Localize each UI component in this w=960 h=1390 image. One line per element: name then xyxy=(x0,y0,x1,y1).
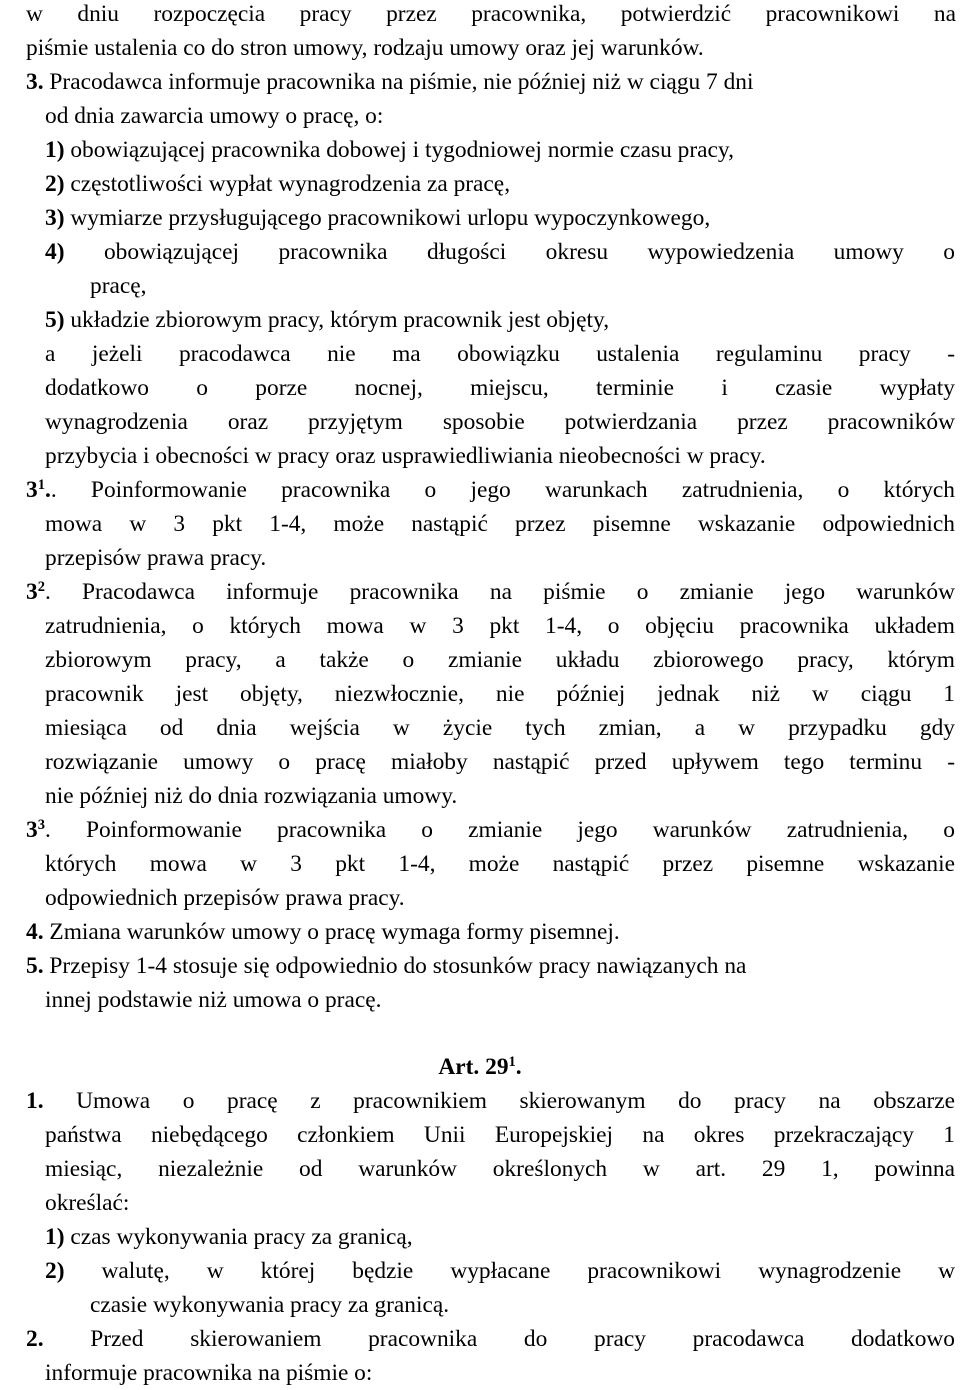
text-line: a jeżeli pracodawca nie ma obowiązku ustalenia regulaminu pracy - xyxy=(45,341,955,367)
text-line: pracownik jest objęty, niezwłocznie, nie później jednak niż w ciągu 1 xyxy=(45,681,955,707)
list-item: 1) obowiązującej pracownika dobowej i tygodniowej normie czasu pracy, xyxy=(45,137,734,163)
paragraph-5: 5. Przepisy 1-4 stosuje się odpowiednio do stosunków pracy nawiązanych na xyxy=(26,953,747,979)
text-line: czasie wykonywania pracy za granicą. xyxy=(90,1292,450,1318)
paragraph-3: 3. Pracodawca informuje pracownika na piśmie, nie później niż w ciągu 7 dni xyxy=(26,69,754,95)
text-line: określać: xyxy=(45,1190,130,1216)
text-line: miesiąca od dnia wejścia w życie tych zmian, a w przypadku gdy xyxy=(45,715,955,741)
paragraph-1: 1. Umowa o pracę z pracownikiem skierowanym do pracy na obszarze xyxy=(26,1088,955,1114)
text-line: przybycia i obecności w pracy oraz usprawiedliwiania nieobecności w pracy. xyxy=(45,443,766,469)
text-line: mowa w 3 pkt 1-4, może nastąpić przez pisemne wskazanie odpowiednich xyxy=(45,511,955,537)
text-line: innej podstawie niż umowa o pracę. xyxy=(45,987,382,1013)
paragraph-4: 4. Zmiana warunków umowy o pracę wymaga formy pisemnej. xyxy=(26,919,620,945)
text-line: pracę, xyxy=(90,273,147,299)
text-line: których mowa w 3 pkt 1-4, może nastąpić przez pisemne wskazanie xyxy=(45,851,955,877)
text-line: informuje pracownika na piśmie o: xyxy=(45,1360,373,1386)
text-line: odpowiednich przepisów prawa pracy. xyxy=(45,885,405,911)
text-line: rozwiązanie umowy o pracę miałoby nastąpić przed upływem tego terminu - xyxy=(45,749,955,775)
list-item: 2) częstotliwości wypłat wynagrodzenia za pracę, xyxy=(45,171,511,197)
list-item: 2) walutę, w której będzie wypłacane pracownikowi wynagrodzenie w xyxy=(45,1258,955,1284)
text-line: od dnia zawarcia umowy o pracę, o: xyxy=(45,103,384,129)
article-heading: Art. $29^1$. xyxy=(438,1054,522,1080)
text-line: w dniu rozpoczęcia pracy przez pracownika, potwierdzić pracownikowi na xyxy=(26,1,956,27)
text-line: piśmie ustalenia co do stron umowy, rodzaju umowy oraz jej warunków. xyxy=(26,35,704,61)
text-line: zbiorowym pracy, a także o zmianie układu zbiorowego pracy, którym xyxy=(45,647,955,673)
list-item: 3) wymiarze przysługującego pracownikowi urlopu wypoczynkowego, xyxy=(45,205,711,231)
text-line: przepisów prawa pracy. xyxy=(45,545,267,571)
text-line: państwa niebędącego członkiem Unii Europejskiej na okres przekraczający 1 xyxy=(45,1122,955,1148)
text-line: miesiąc, niezależnie od warunków określonych w art. 29 1, powinna xyxy=(45,1156,955,1182)
paragraph-3-2: $3^2$. Pracodawca informuje pracownika na piśmie o zmianie jego warunków xyxy=(26,579,955,605)
paragraph-2: 2. Przed skierowaniem pracownika do pracy pracodawca dodatkowo xyxy=(26,1326,955,1352)
list-item: 1) czas wykonywania pracy za granicą, xyxy=(45,1224,413,1250)
paragraph-3-3: $3^3$. Poinformowanie pracownika o zmianie jego warunków zatrudnienia, o xyxy=(26,817,955,843)
text-line: nie później niż do dnia rozwiązania umowy. xyxy=(45,783,458,809)
text-line: dodatkowo o porze nocnej, miejscu, terminie i czasie wypłaty xyxy=(45,375,955,401)
list-item: 5) układzie zbiorowym pracy, którym pracownik jest objęty, xyxy=(45,307,610,333)
list-item: 4) obowiązującej pracownika długości okresu wypowiedzenia umowy o xyxy=(45,239,955,265)
paragraph-3-1: $3^1$.. Poinformowanie pracownika o jego warunkach zatrudnienia, o których xyxy=(26,477,955,503)
text-line: zatrudnienia, o których mowa w 3 pkt 1-4, o objęciu pracownika układem xyxy=(45,613,955,639)
text-line: wynagrodzenia oraz przyjętym sposobie potwierdzania przez pracowników xyxy=(45,409,955,435)
